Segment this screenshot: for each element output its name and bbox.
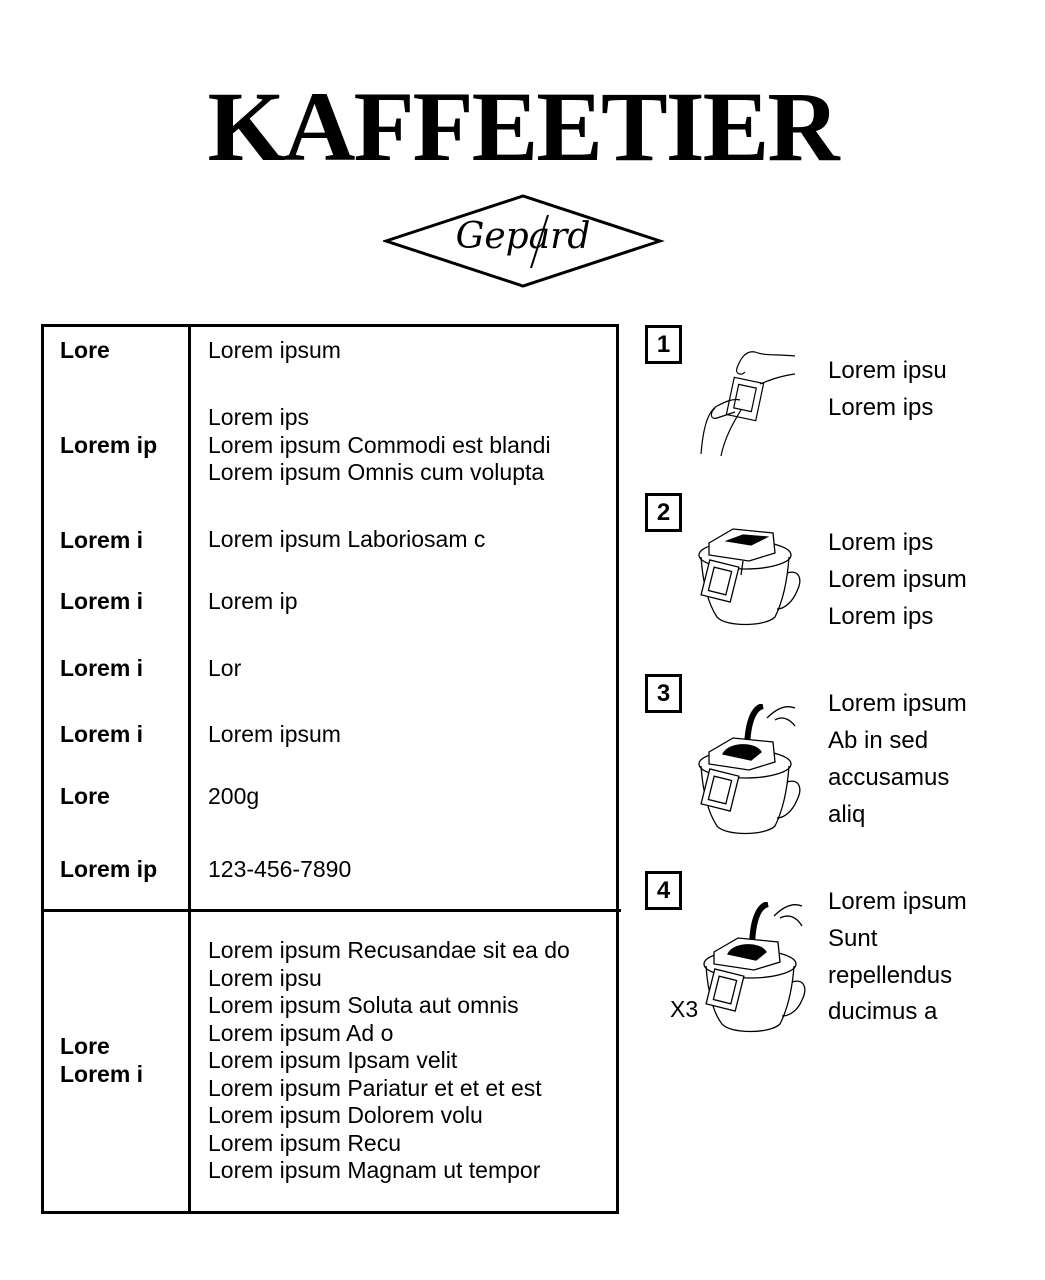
step-text: Lorem ipsu — [828, 357, 947, 384]
logo-text: Gepard — [455, 216, 591, 257]
row-value: Lorem ipsum Soluta aut omnis — [208, 992, 519, 1018]
drip-bag-on-cup-icon — [695, 525, 805, 630]
row-value: 200g — [208, 783, 260, 809]
step-text: Lorem ipsum — [828, 566, 967, 593]
row-value: Lorem ipsum Ipsam velit — [208, 1047, 458, 1073]
row-value: Lorem ipsum Dolorem volu — [208, 1102, 483, 1128]
row-label: Lore — [60, 337, 110, 363]
row-value: Lorem ip — [208, 588, 298, 614]
step-text: Sunt — [828, 925, 878, 952]
row-label: Lorem i — [60, 655, 144, 681]
row-label: Lorem i — [60, 588, 144, 614]
brand-title: KAFFEETIER — [207, 71, 838, 182]
step-text: ducimus a — [828, 998, 938, 1025]
row-value: Lor — [208, 655, 242, 681]
step-number: 2 — [645, 493, 682, 532]
row-label: Lore — [60, 1033, 110, 1059]
pour-water-repeat-icon — [700, 902, 810, 1034]
step-text: Lorem ips — [828, 529, 934, 556]
row-value: Lorem ipsum — [208, 337, 341, 363]
step-number: 3 — [645, 674, 682, 713]
row-label: Lorem ip — [60, 432, 158, 458]
step-number: 4 — [645, 871, 682, 910]
row-value: Lorem ipsum — [208, 721, 341, 747]
row-value: Lorem ipsum Laboriosam c — [208, 526, 486, 552]
row-label: Lorem ip — [60, 856, 158, 882]
row-value: Lorem ipsum Pariatur et et et est — [208, 1074, 542, 1101]
row-value: Lorem ipsum Recu — [208, 1129, 402, 1156]
table-divider-horizontal — [41, 909, 621, 912]
row-value: Lorem ipsum Commodi est blandi — [208, 432, 551, 458]
step-text: Ab in sed — [828, 727, 929, 754]
step-text: Lorem ips — [828, 603, 934, 630]
row-value: Lorem ipsum Omnis cum volupta — [208, 459, 545, 485]
step-text: Lorem ipsum — [828, 690, 967, 717]
step-text: Lorem ips — [828, 394, 934, 421]
row-value: Lorem ips — [208, 404, 309, 430]
step-text: accusamus — [828, 764, 950, 791]
row-value: 123-456-7890 — [208, 856, 352, 882]
step-text: repellendus — [828, 962, 953, 989]
step-number: 1 — [645, 325, 682, 364]
step-text: aliq — [828, 801, 866, 828]
repeat-badge: X3 — [670, 996, 699, 1022]
table-divider-vertical — [188, 324, 191, 1211]
step-text: Lorem ipsum — [828, 888, 967, 915]
tear-open-drip-bag-icon — [695, 350, 805, 460]
pour-water-icon — [695, 704, 805, 836]
row-value: Lorem ipsu — [208, 964, 322, 991]
row-label: Lorem i — [60, 1061, 144, 1087]
row-value: Lorem ipsum Recusandae sit ea do — [208, 937, 570, 963]
row-label: Lorem i — [60, 527, 144, 553]
row-value: Lorem ipsum Ad o — [208, 1019, 394, 1046]
row-value: Lorem ipsum Magnam ut tempor — [208, 1157, 541, 1183]
row-label: Lorem i — [60, 721, 144, 747]
row-label: Lore — [60, 783, 110, 809]
